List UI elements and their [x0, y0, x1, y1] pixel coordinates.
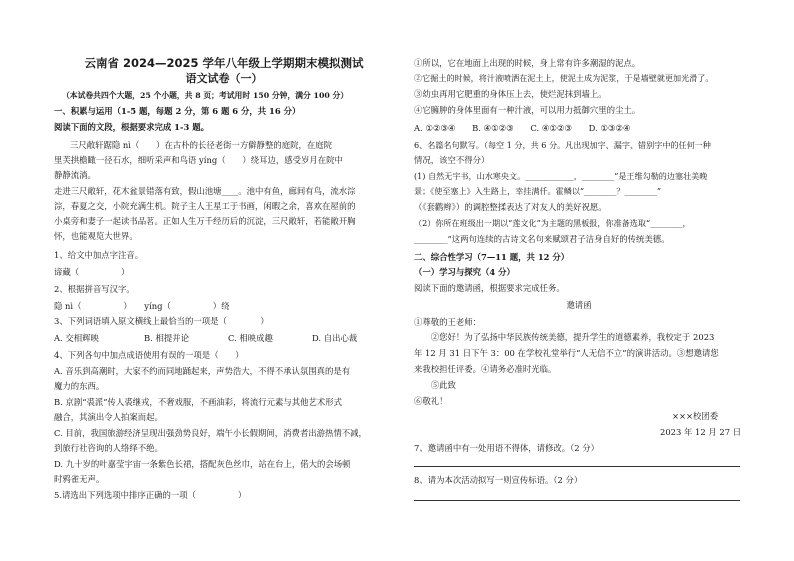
question-6-part-2[interactable]: （2）你所在班级出一期以“莲文化”为主题的黑板报，你准备选取“________， [414, 218, 691, 228]
question-7: 7、邀请函中有一处用语不得体，请修改。（2 分） [414, 443, 599, 453]
question-5-options[interactable]: A. ①②③④ B. ④①②③ C. ④①②③ D. ①③②④ [414, 123, 631, 133]
question-7-answer-line[interactable] [414, 466, 740, 467]
section-2-heading: 二、综合性学习（7—11 题，共 12 分） [414, 252, 570, 262]
letter-title: 邀请函 [566, 300, 592, 310]
question-6-cont: 情况，该空不得分） [414, 155, 490, 165]
section-2-instruction: 阅读下面的邀请函，根据要求完成任务。 [414, 283, 565, 293]
question-6-part-2-cont[interactable]: ________”这两句连续的古诗文名句来赋颂君子洁身自好的传统美德。 [414, 234, 670, 244]
letter-body-line: 年 12 月 31 日下午 3：00 在学校礼堂举行“人无信不立”的演讲活动。③想邀请您 [414, 348, 719, 358]
question-4-option-a-cont: 魔力的东西。 [54, 381, 105, 391]
exam-subtitle: 语文试卷（一） [185, 72, 263, 85]
question-5: 5.请选出下列选项中排序正确的一项（ ） [54, 490, 247, 500]
letter-salute: ⑥敬礼！ [414, 396, 448, 406]
sentence-3: ③幼虫再用它肥重的身体压上去，使烂泥抹到墙上。 [414, 89, 607, 99]
question-3-option-a[interactable]: A. 交相辉映 [54, 333, 99, 343]
question-3-option-b[interactable]: B. 相提并论 [144, 333, 189, 343]
question-6: 6、名篇名句默写。（每空 1 分，共 6 分。凡出现加字、漏字、错别字中的任何一种 [414, 140, 711, 150]
question-1-blank[interactable]: 谛藏（ ） [54, 267, 130, 277]
question-4: 4、下列各句中加点成语使用有误的一项是（ ） [54, 350, 244, 360]
question-4-option-d-cont: 时鸦雀无声。 [54, 474, 105, 484]
reading-instruction: 阅读下面的文段，根据要求完成 1-3 题。 [54, 122, 209, 132]
question-8-answer-line[interactable] [414, 500, 740, 501]
section-1-heading: 一、积累与运用（1-5 题，每题 2 分，第 6 题 6 分，共 16 分） [54, 106, 301, 116]
exam-title: 云南省 2024—2025 学年八年级上学期期末模拟测试 [84, 56, 364, 70]
passage-line: 三尺敞轩踞隐 nì（ ）在古朴的长径老街一方僻静整的庭院，在庭院 [70, 140, 332, 150]
passage-line: 怀，也能观览大世界。 [54, 231, 138, 241]
question-8: 8、请为本次活动拟写一则宣传标语。（2 分） [414, 475, 583, 485]
letter-body-line: ②您好！为了弘扬中华民族传统美德，提升学生的道德素养，我校定于 2023 [414, 332, 715, 342]
passage-line: 小桌旁和妻子一起读书品茗。正如人生万千经历后的沉淀，三尺敞轩，若能敞开胸 [54, 216, 356, 226]
question-3-option-c[interactable]: C. 相映成趣 [228, 333, 273, 343]
question-2: 2、根据拼音写汉字。 [54, 284, 135, 294]
question-3-option-d[interactable]: D. 自出心裁 [312, 333, 358, 343]
passage-line: 淙，春夏之交，小院充满生机。院子主人王星工于书画，闲暇之余，喜欢在屋前的 [54, 201, 356, 211]
passage-line: 静静流淌。 [54, 170, 96, 180]
letter-closing: ⑤此致 [414, 380, 456, 390]
question-6-part-1[interactable]: (1) 自然无宇书，山水寒央文。____________，________”是王维勾勒的边塞壮美晚 [414, 171, 708, 181]
question-6-part-1-end: （《套鹳辫》）的调腔整揉表达了对友人的美好祝愿。 [414, 202, 607, 212]
letter-signature: ×××校团委 [672, 411, 719, 421]
question-6-part-1-cont[interactable]: 景；《使至塞上》入生路上，幸挂满仟。霍鳞以“________？________” [414, 186, 662, 196]
letter-greeting: ①尊敬的王老师： [414, 317, 481, 327]
question-3: 3、下列词语填入原文横线上最恰当的一项是（ ） [54, 316, 269, 326]
question-4-option-c-cont: 到旅行社咨询的人络绎不绝。 [54, 443, 163, 453]
exam-note: （本试卷共四个大题，25 个小题，共 8 页；考试用时 150 分钟，满分 100 分） [62, 91, 349, 100]
sentence-2: ②它掘土的时候，将汁液喷洒在泥土上，使泥土成为泥浆，于是墙壁就更加光滑了。 [414, 73, 714, 83]
letter-date: 2023 年 12 月 27 日 [660, 427, 742, 437]
section-2-sub-heading: （一）学习与探究（4 分） [414, 267, 515, 277]
passage-line: 里芙拱檐瞰一径石水，细听采声和鸟语 yíng（ ）绕耳边，感受岁月在院中 [54, 155, 343, 165]
sentence-4: ④它臃肿的身体里面有一种汁液，可以用力抵御穴里的尘土。 [414, 105, 641, 115]
sentence-1: ①所以，它在地面上出现的时候，身上常有许多潮湿的泥点。 [414, 58, 641, 68]
letter-body-line: 来我校担任评委。④请务必准时光临。 [414, 364, 557, 374]
question-4-option-b[interactable]: B. 京剧“裘派”传人裘继戎，不奢戏服，不画油彩，将流行元素与其他艺术形式 [54, 397, 343, 407]
question-4-option-c[interactable]: C. 目前，我国旅游经济呈现出强劲势良好，端午小长假期间，消费者出游热情不减， [54, 428, 367, 438]
question-2-blanks[interactable]: 隐 nì（ ） yíng（ ）绕 [54, 301, 230, 311]
passage-line: 走进三尺敞轩，花木盆景错落有致，假山池塘____。池中有鱼，廊间有鸟，流水淙 [54, 186, 356, 196]
question-4-option-b-cont: 融合，其演出令人拍案而起。 [54, 412, 163, 422]
question-4-option-d[interactable]: D. 九十岁的叶嘉莹宇宙一条紫色长裙，搭配灰色丝巾，站在台上，偌大的会场顿 [54, 459, 351, 469]
question-4-option-a[interactable]: A. 音乐到高潮时，大家不约而同地踊起来，声势浩大，不得不承认氛围真的是有 [54, 366, 351, 376]
question-1: 1、给文中加点字注音。 [54, 250, 144, 260]
